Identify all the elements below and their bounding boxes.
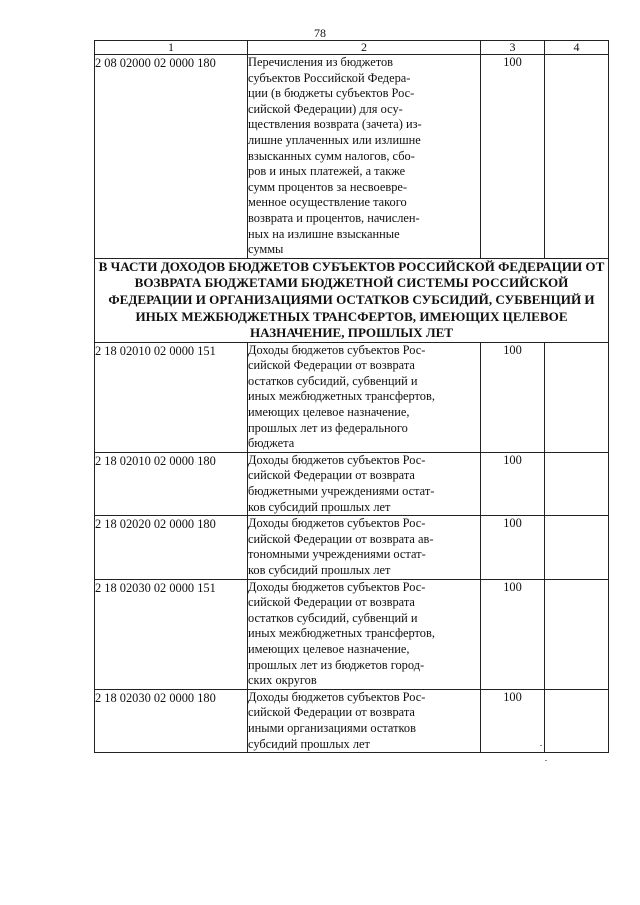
column-4-cell bbox=[545, 452, 609, 515]
description-line: возврата и процентов, начислен- bbox=[248, 210, 420, 225]
table-row bbox=[95, 342, 609, 452]
column-4-header: 4 bbox=[545, 41, 609, 55]
description-line: остатков субсидий, субвенций и bbox=[248, 610, 418, 625]
scan-speck bbox=[540, 745, 542, 746]
budget-code-cell: 2 18 02010 02 0000 180 bbox=[95, 452, 248, 515]
description-line: лишне уплаченных или излишне bbox=[248, 132, 421, 147]
column-4-cell bbox=[545, 342, 609, 452]
column-3-header: 3 bbox=[481, 41, 545, 55]
standard-percent-cell: 100 bbox=[481, 516, 545, 579]
column-4-cell bbox=[545, 579, 609, 689]
description-line: субсидий прошлых лет bbox=[248, 736, 370, 751]
description-line: иных межбюджетных трансфертов, bbox=[248, 626, 435, 641]
description-line: остатков субсидий, субвенций и bbox=[248, 373, 418, 388]
description-line: сийской Федерации) для осу- bbox=[248, 101, 403, 116]
budget-code-cell: 2 18 02020 02 0000 180 bbox=[95, 516, 248, 579]
description-line: Доходы бюджетов субъектов Рос- bbox=[248, 342, 426, 357]
income-description-cell bbox=[248, 579, 481, 689]
column-4-cell bbox=[545, 55, 609, 259]
income-description-cell bbox=[248, 452, 481, 515]
description-line: субъектов Российской Федера- bbox=[248, 70, 411, 85]
budget-code-cell: 2 18 02010 02 0000 151 bbox=[95, 342, 248, 452]
table-row bbox=[95, 55, 609, 259]
description-line: сийской Федерации от возврата bbox=[248, 595, 415, 610]
standard-percent-cell: 100 bbox=[481, 55, 545, 259]
table-row bbox=[95, 689, 609, 752]
table-row bbox=[95, 579, 609, 689]
description-line: Доходы бюджетов субъектов Рос- bbox=[248, 516, 426, 531]
column-4-cell bbox=[545, 516, 609, 579]
description-line: ков субсидий прошлых лет bbox=[248, 563, 391, 577]
description-line: иными организациями остатков bbox=[248, 720, 416, 735]
description-line: бюджета bbox=[248, 436, 295, 451]
description-line: ков субсидий прошлых лет bbox=[248, 499, 391, 514]
description-line: Перечисления из бюджетов bbox=[248, 55, 393, 69]
section-title: В ЧАСТИ ДОХОДОВ БЮДЖЕТОВ СУБЪЕКТОВ РОССИЙСКОЙ ФЕДЕРАЦИИ ОТ ВОЗВРАТА БЮДЖЕТАМИ БЮДЖЕТНОЙ СИСТЕМЫ РОССИЙСКОЙ ФЕДЕРАЦИИ И ОРГАНИЗАЦИЯМИ ОСТАТКОВ СУБСИДИЙ, СУБВЕНЦИЙ И ИНЫХ МЕЖБЮДЖЕТНЫХ ТРАНСФЕРТОВ, ИМЕЮЩИХ ЦЕЛЕВОЕ НАЗНАЧЕНИЕ, ПРОШЛЫХ ЛЕТ bbox=[95, 258, 609, 342]
column-2-header: 2 bbox=[248, 41, 481, 55]
table-row bbox=[95, 452, 609, 515]
description-line: ров и иных платежей, а также bbox=[248, 164, 406, 179]
standard-percent-cell: 100 bbox=[481, 689, 545, 752]
description-line: Доходы бюджетов субъектов Рос- bbox=[248, 579, 426, 594]
standard-percent-cell: 100 bbox=[481, 579, 545, 689]
income-description-cell bbox=[248, 55, 481, 259]
description-line: Доходы бюджетов субъектов Рос- bbox=[248, 689, 426, 704]
description-line: ных на излишне взысканные bbox=[248, 226, 400, 241]
description-line: имеющих целевое назначение, bbox=[248, 641, 410, 656]
description-line: тономными учреждениями остат- bbox=[248, 547, 426, 562]
description-line: прошлых лет из бюджетов город- bbox=[248, 657, 425, 672]
budget-code-cell: 2 18 02030 02 0000 180 bbox=[95, 689, 248, 752]
description-line: взысканных сумм налогов, сбо- bbox=[248, 148, 415, 163]
income-description-cell bbox=[248, 342, 481, 452]
description-line: сийской Федерации от возврата bbox=[248, 358, 415, 373]
table-row bbox=[95, 516, 609, 579]
description-line: Доходы бюджетов субъектов Рос- bbox=[248, 452, 426, 467]
description-line: ществления возврата (зачета) из- bbox=[248, 117, 422, 132]
description-line: сийской Федерации от возврата ав- bbox=[248, 531, 434, 546]
page-number: 78 bbox=[314, 26, 326, 40]
description-line: имеющих целевое назначение, bbox=[248, 405, 410, 420]
column-number-header-row bbox=[95, 41, 609, 55]
income-description-cell bbox=[248, 516, 481, 579]
standard-percent-cell: 100 bbox=[481, 342, 545, 452]
standard-percent-cell: 100 bbox=[481, 452, 545, 515]
income-description-cell bbox=[248, 689, 481, 752]
description-line: прошлых лет из федерального bbox=[248, 420, 408, 435]
budget-classification-table bbox=[94, 40, 609, 753]
description-line: сийской Федерации от возврата bbox=[248, 468, 415, 483]
description-line: бюджетными учреждениями остат- bbox=[248, 484, 435, 499]
column-4-cell bbox=[545, 689, 609, 752]
description-line: сумм процентов за несвоевре- bbox=[248, 179, 408, 194]
scan-speck bbox=[545, 760, 547, 761]
description-line: суммы bbox=[248, 242, 284, 257]
description-line: ции (в бюджеты субъектов Рос- bbox=[248, 86, 415, 101]
description-line: сийской Федерации от возврата bbox=[248, 705, 415, 720]
budget-code-cell: 2 18 02030 02 0000 151 bbox=[95, 579, 248, 689]
description-line: менное осуществление такого bbox=[248, 195, 407, 210]
description-line: ских округов bbox=[248, 673, 317, 688]
column-1-header: 1 bbox=[95, 41, 248, 55]
budget-code-cell: 2 08 02000 02 0000 180 bbox=[95, 55, 248, 259]
section-header-row bbox=[95, 258, 609, 342]
description-line: иных межбюджетных трансфертов, bbox=[248, 389, 435, 404]
